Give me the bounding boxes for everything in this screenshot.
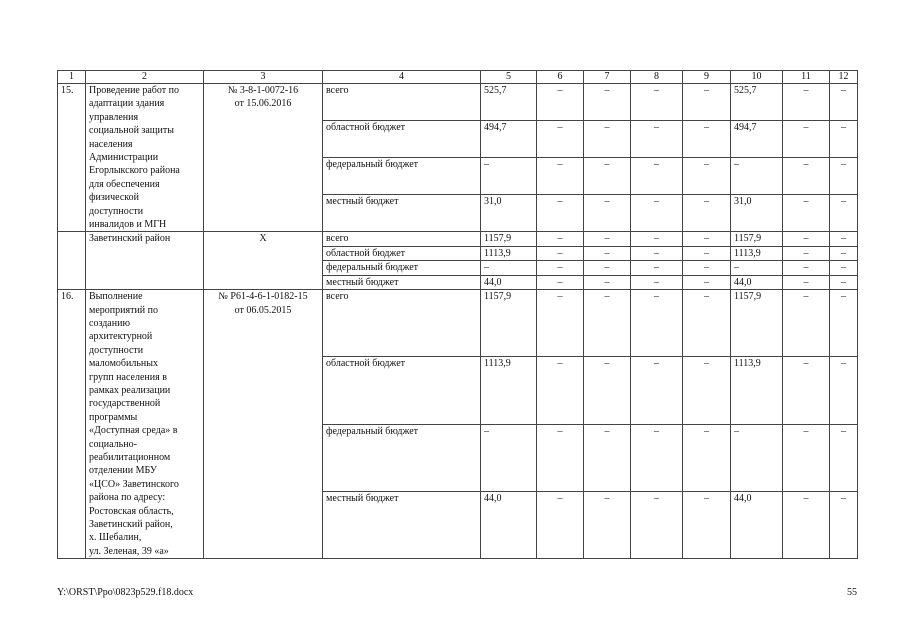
amount-cell: – [584, 232, 631, 246]
amount-cell: – [830, 232, 858, 246]
amount-cell: – [631, 357, 683, 424]
amount-cell: – [683, 491, 731, 558]
amount-cell: – [783, 246, 830, 260]
amount-cell: 494,7 [731, 121, 783, 158]
amount-cell: – [481, 158, 537, 195]
amount-cell: – [783, 261, 830, 275]
amount-cell: – [783, 275, 830, 289]
table-row [58, 232, 858, 246]
amount-cell: 525,7 [731, 84, 783, 121]
amount-cell: 44,0 [481, 275, 537, 289]
amount-cell: 44,0 [731, 275, 783, 289]
amount-cell: 44,0 [731, 491, 783, 558]
table-row [58, 290, 858, 357]
footer-file-path: Y:\ORST\Ppo\0823p529.f18.docx [57, 587, 194, 598]
header-cell: 7 [584, 71, 631, 84]
amount-cell: – [584, 491, 631, 558]
amount-cell: 1113,9 [481, 357, 537, 424]
amount-cell: – [683, 121, 731, 158]
amount-cell: – [683, 232, 731, 246]
funding-source: федеральный бюджет [323, 158, 481, 195]
amount-cell: – [584, 121, 631, 158]
item-number: 16. [58, 290, 86, 559]
funding-source: всего [323, 84, 481, 121]
activity-name: Выполнение мероприятий по созданию архитектурной доступности маломобильных групп населения в рамках реализации государственной программы «Доступная среда» в социально- реабилитационном отделении МБУ «ЦСО» Заветинского района по адресу: Ростовская область, Заветинский район, х. Шебалин, ул. Зеленая, 39 «а» [86, 290, 204, 559]
amount-cell: 1157,9 [481, 290, 537, 357]
amount-cell: 1157,9 [481, 232, 537, 246]
amount-cell: – [631, 121, 683, 158]
amount-cell: – [683, 246, 731, 260]
amount-cell: – [830, 491, 858, 558]
funding-source: федеральный бюджет [323, 261, 481, 275]
amount-cell: – [683, 84, 731, 121]
header-cell: 1 [58, 71, 86, 84]
amount-cell: – [631, 261, 683, 275]
amount-cell: – [783, 84, 830, 121]
amount-cell: – [631, 195, 683, 232]
amount-cell: – [830, 275, 858, 289]
amount-cell: 494,7 [481, 121, 537, 158]
amount-cell: – [731, 424, 783, 491]
amount-cell: – [584, 290, 631, 357]
footer-page-number: 55 [847, 587, 857, 598]
amount-cell: – [537, 246, 584, 260]
amount-cell: – [631, 232, 683, 246]
amount-cell: – [830, 246, 858, 260]
amount-cell: – [631, 158, 683, 195]
amount-cell: – [783, 424, 830, 491]
amount-cell: – [584, 246, 631, 260]
amount-cell: – [631, 246, 683, 260]
header-cell: 12 [830, 71, 858, 84]
funding-source: всего [323, 232, 481, 246]
amount-cell: – [783, 491, 830, 558]
header-cell: 4 [323, 71, 481, 84]
amount-cell: – [830, 290, 858, 357]
header-cell: 3 [204, 71, 323, 84]
amount-cell: – [830, 357, 858, 424]
header-cell: 10 [731, 71, 783, 84]
header-cell: 6 [537, 71, 584, 84]
amount-cell: 1113,9 [731, 246, 783, 260]
amount-cell: – [830, 261, 858, 275]
amount-cell: – [631, 275, 683, 289]
header-cell: 11 [783, 71, 830, 84]
table-body [58, 71, 858, 559]
amount-cell: – [584, 195, 631, 232]
amount-cell: – [537, 357, 584, 424]
header-cell: 5 [481, 71, 537, 84]
document-number: № 3-8-1-0072-16 от 15.06.2016 [204, 84, 323, 232]
funding-source: местный бюджет [323, 491, 481, 558]
amount-cell: – [683, 275, 731, 289]
amount-cell: – [683, 424, 731, 491]
amount-cell: – [683, 357, 731, 424]
amount-cell: – [631, 290, 683, 357]
amount-cell: – [537, 121, 584, 158]
item-number: 15. [58, 84, 86, 232]
amount-cell: – [481, 261, 537, 275]
funding-source: федеральный бюджет [323, 424, 481, 491]
amount-cell: – [537, 275, 584, 289]
amount-cell: – [731, 261, 783, 275]
amount-cell: – [631, 491, 683, 558]
amount-cell: – [584, 275, 631, 289]
amount-cell: – [683, 195, 731, 232]
header-cell: 9 [683, 71, 731, 84]
amount-cell: – [584, 424, 631, 491]
activity-name: Проведение работ по адаптации здания управления социальной защиты населения Администрации Егорлыкского района для обеспечения физической доступности инвалидов и МГН [86, 84, 204, 232]
amount-cell: – [537, 195, 584, 232]
amount-cell: – [481, 424, 537, 491]
amount-cell: – [537, 232, 584, 246]
amount-cell: – [537, 84, 584, 121]
funding-source: местный бюджет [323, 195, 481, 232]
amount-cell: – [830, 424, 858, 491]
funding-source: областной бюджет [323, 246, 481, 260]
amount-cell: 1157,9 [731, 232, 783, 246]
amount-cell: – [537, 261, 584, 275]
amount-cell: – [584, 261, 631, 275]
budget-table [57, 70, 858, 559]
amount-cell: – [584, 158, 631, 195]
amount-cell: – [537, 491, 584, 558]
amount-cell: – [631, 424, 683, 491]
amount-cell: 525,7 [481, 84, 537, 121]
amount-cell: – [783, 121, 830, 158]
document-number: Х [204, 232, 323, 290]
header-cell: 2 [86, 71, 204, 84]
amount-cell: – [830, 158, 858, 195]
amount-cell: 1113,9 [481, 246, 537, 260]
amount-cell: – [731, 158, 783, 195]
amount-cell: – [537, 158, 584, 195]
amount-cell: – [830, 195, 858, 232]
amount-cell: – [683, 290, 731, 357]
header-cell: 8 [631, 71, 683, 84]
amount-cell: – [783, 357, 830, 424]
amount-cell: – [537, 290, 584, 357]
amount-cell: – [537, 424, 584, 491]
funding-source: областной бюджет [323, 357, 481, 424]
amount-cell: – [783, 195, 830, 232]
table-row [58, 84, 858, 121]
funding-source: областной бюджет [323, 121, 481, 158]
amount-cell: – [783, 158, 830, 195]
amount-cell: – [830, 84, 858, 121]
amount-cell: – [631, 84, 683, 121]
amount-cell: 31,0 [731, 195, 783, 232]
amount-cell: – [584, 357, 631, 424]
amount-cell: 1113,9 [731, 357, 783, 424]
amount-cell: 31,0 [481, 195, 537, 232]
amount-cell: – [683, 158, 731, 195]
amount-cell: – [584, 84, 631, 121]
header-row [58, 71, 858, 84]
amount-cell: – [830, 121, 858, 158]
funding-source: местный бюджет [323, 275, 481, 289]
document-number: № Р61-4-6-1-0182-15 от 06.05.2015 [204, 290, 323, 559]
amount-cell: – [783, 290, 830, 357]
amount-cell: – [683, 261, 731, 275]
item-number [58, 232, 86, 290]
amount-cell: 44,0 [481, 491, 537, 558]
amount-cell: – [783, 232, 830, 246]
activity-name: Заветинский район [86, 232, 204, 290]
funding-source: всего [323, 290, 481, 357]
amount-cell: 1157,9 [731, 290, 783, 357]
